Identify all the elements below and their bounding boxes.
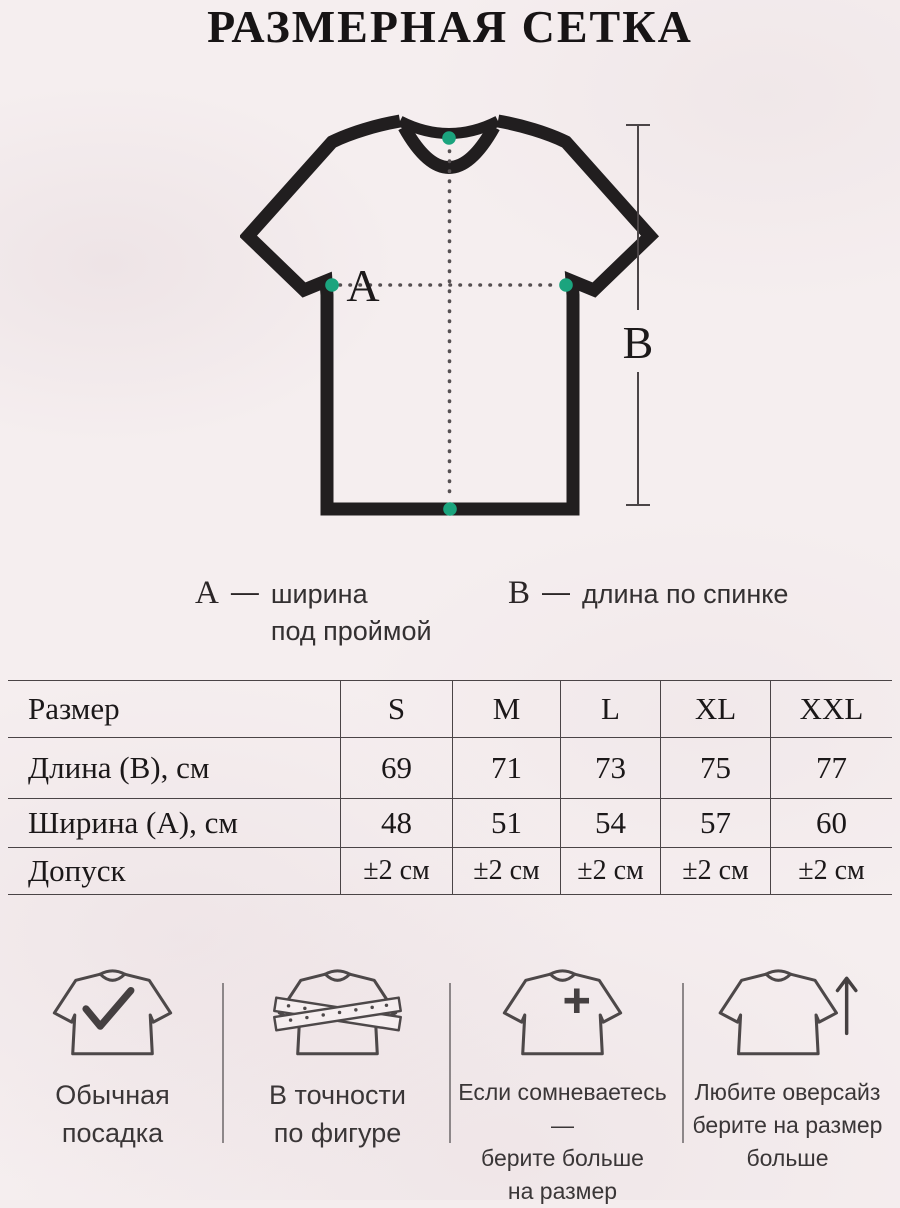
table-row-length-label: Длина (B), см — [8, 738, 340, 799]
table-row-tolerance-label: Допуск — [28, 853, 126, 888]
measurement-dot-neck — [442, 131, 456, 145]
fit-guide-label — [450, 1076, 675, 1208]
legend-a-dash: — — [230, 576, 259, 607]
tshirt-plus-icon — [491, 964, 634, 1066]
table-cell: 75 — [660, 738, 770, 799]
legend-a-line1: ширина — [270, 579, 368, 609]
legend-b-dash: — — [542, 576, 571, 607]
table-cell: 60 — [770, 799, 892, 848]
table-cell: 57 — [660, 799, 770, 848]
fit-line: берите на размер — [692, 1112, 883, 1138]
measuring-tape — [274, 998, 400, 1031]
legend-b-letter: В — [508, 575, 531, 611]
table-cell: 54 — [560, 799, 660, 848]
measurement-dot-hem — [443, 502, 457, 516]
table-header-s: S — [340, 681, 452, 738]
table-cell: 48 — [340, 799, 452, 848]
fit-line: Если сомневаетесь— — [458, 1079, 667, 1138]
tshirt-arrow-icon — [711, 964, 864, 1066]
fit-guide-label — [693, 1076, 883, 1175]
table-header-xxl: XXL — [770, 681, 892, 738]
table-cell: ±2 см — [452, 848, 560, 894]
measurement-dots — [325, 131, 573, 516]
table-row-width-label: Ширина (A), см — [8, 799, 340, 848]
label-a: A — [346, 260, 380, 311]
fit-line: Любите оверсайз — [694, 1079, 881, 1105]
tshirt-tape-icon — [266, 964, 409, 1066]
table-cell: ±2 см — [340, 848, 452, 894]
fit-guide-divider — [449, 983, 451, 1143]
fit-line: посадка — [61, 1118, 164, 1148]
measurement-dot-right-armpit — [559, 278, 573, 292]
measurement-dot-left-armpit — [325, 278, 339, 292]
fit-guide-divider — [682, 983, 684, 1143]
fit-guide-doubt — [450, 952, 675, 1208]
table-cell: ±2 см — [770, 848, 892, 894]
table-cell: ±2 см — [560, 848, 660, 894]
table-cell: 71 — [452, 738, 560, 799]
fit-guide-exact — [225, 952, 450, 1208]
measure-line-b — [626, 125, 650, 505]
size-table — [8, 680, 892, 895]
check-mark — [86, 991, 131, 1027]
legend-a — [195, 576, 432, 650]
table-cell: 69 — [340, 738, 452, 799]
legend-a-text — [271, 576, 432, 650]
fit-guide-label — [55, 1076, 170, 1152]
fit-line: по фигуре — [273, 1118, 402, 1148]
legend-a-line2: под проймой — [270, 616, 432, 646]
legend-a-letter: А — [195, 575, 219, 611]
fit-guide-label — [269, 1076, 406, 1152]
table-cell: 77 — [770, 738, 892, 799]
table-cell: 51 — [452, 799, 560, 848]
tshirt-measurement-diagram — [240, 105, 670, 530]
label-b: B — [622, 317, 654, 368]
plus-sign — [565, 988, 589, 1012]
fit-guide-oversize — [675, 952, 900, 1208]
table-header-l: L — [560, 681, 660, 738]
fit-line: Обычная — [55, 1080, 170, 1110]
fit-guide-regular — [0, 952, 225, 1208]
table-cell: 73 — [560, 738, 660, 799]
fit-line: больше — [746, 1145, 829, 1171]
fit-line: берите больше — [481, 1145, 644, 1171]
page-title: РАЗМЕРНАЯ СЕТКА — [207, 1, 693, 52]
fit-guide-divider — [222, 983, 224, 1143]
table-header-size: Размер — [8, 681, 340, 738]
fit-line: на размер — [507, 1178, 618, 1204]
table-header-m: M — [452, 681, 560, 738]
table-cell: ±2 см — [660, 848, 770, 894]
legend-b-text: длина по спинке — [582, 579, 789, 609]
tshirt-check-icon — [41, 964, 184, 1066]
up-arrow — [837, 978, 855, 1033]
table-header-xl: XL — [660, 681, 770, 738]
legend-b — [508, 576, 788, 613]
fit-line: В точности — [269, 1080, 406, 1110]
